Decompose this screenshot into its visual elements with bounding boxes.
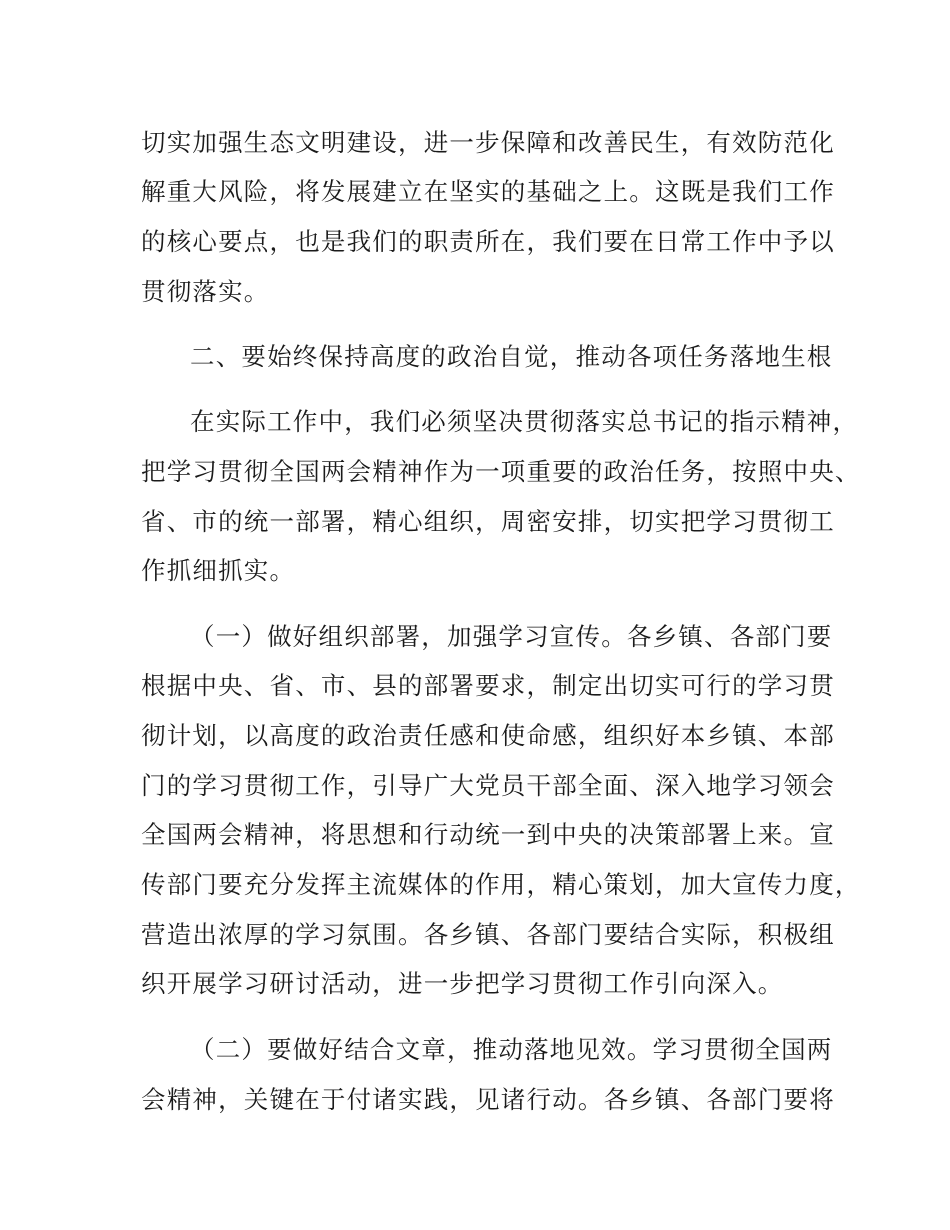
paragraph-1-line-1: 切实加强生态文明建设，进一步保障和改善民生，有效防范化 <box>141 128 835 157</box>
paragraph-3-line-3: 彻计划，以高度的政治责任感和使命感，组织好本乡镇、本部 <box>141 721 835 750</box>
paragraph-3-line-4: 门的学习贯彻工作，引导广大党员干部全面、深入地学习领会 <box>141 771 835 800</box>
paragraph-3-line-6: 传部门要充分发挥主流媒体的作用，精心策划，加大宣传力度， <box>141 870 861 899</box>
paragraph-1-line-2: 解重大风险，将发展建立在坚实的基础之上。这既是我们工作 <box>141 177 835 206</box>
paragraph-3-line-8: 织开展学习研讨活动，进一步把学习贯彻工作引向深入。 <box>141 969 784 998</box>
paragraph-4-line-1: （二）要做好结合文章，推动落地见效。学习贯彻全国两 <box>190 1035 833 1064</box>
paragraph-3-line-2: 根据中央、省、市、县的部署要求，制定出切实可行的学习贯 <box>141 671 835 700</box>
paragraph-1-line-4: 贯彻落实。 <box>141 277 270 306</box>
paragraph-3-line-5: 全国两会精神，将思想和行动统一到中央的决策部署上来。宣 <box>141 820 835 849</box>
section-heading-2: 二、要始终保持高度的政治自觉，推动各项任务落地生根 <box>190 342 833 371</box>
paragraph-2-line-3: 省、市的统一部署，精心组织，周密安排，切实把学习贯彻工 <box>141 507 835 536</box>
paragraph-3-line-1: （一）做好组织部署，加强学习宣传。各乡镇、各部门要 <box>190 622 833 651</box>
paragraph-1-line-3: 的核心要点，也是我们的职责所在，我们要在日常工作中予以 <box>141 227 835 256</box>
paragraph-2-line-2: 把学习贯彻全国两会精神作为一项重要的政治任务，按照中央、 <box>141 457 861 486</box>
paragraph-2-line-4: 作抓细抓实。 <box>141 556 296 585</box>
paragraph-2-line-1: 在实际工作中，我们必须坚决贯彻落实总书记的指示精神， <box>190 407 859 436</box>
paragraph-4-line-2: 会精神，关键在于付诸实践，见诸行动。各乡镇、各部门要将 <box>141 1085 835 1114</box>
paragraph-3-line-7: 营造出浓厚的学习氛围。各乡镇、各部门要结合实际，积极组 <box>141 920 835 949</box>
